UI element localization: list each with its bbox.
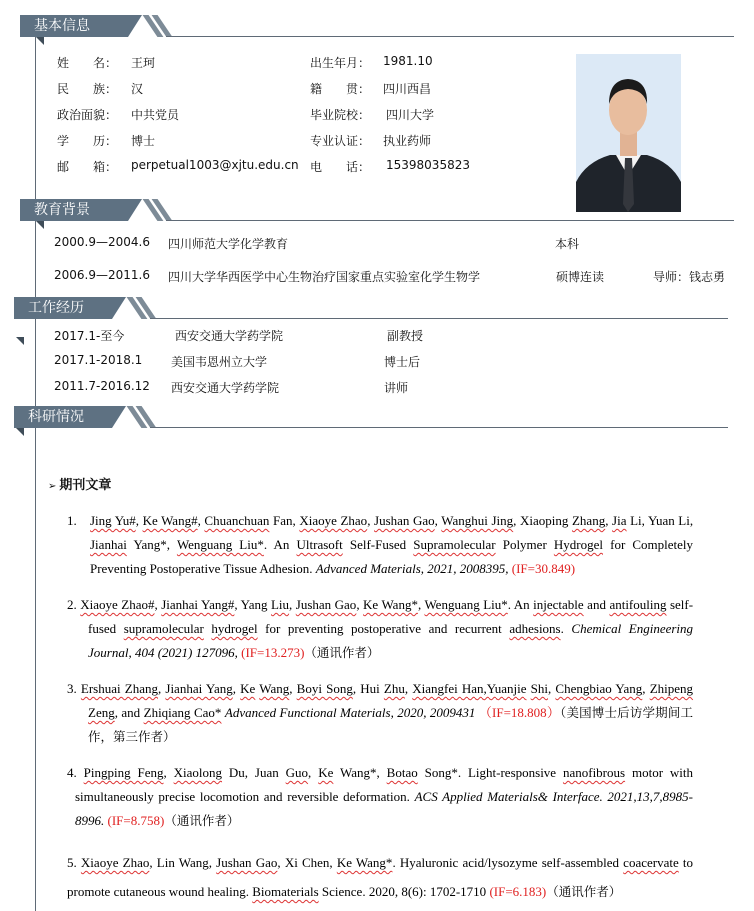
section-header-basic-info	[20, 15, 734, 37]
section-header-education	[20, 199, 734, 221]
section-title: 教育背景	[20, 199, 128, 221]
work-title: 博士后	[384, 355, 421, 369]
publication-item: 2. Xiaoye Zhao#, Jianhai Yang#, Yang Liu, Jushan Gao, Ke Wang*, Wenguang Liu*. An injectable and antifouling self-fused supramolecular hydrogel for preventing postoperative and recurrent adhesions. Chemical Engineering Journal, 404 (2021) 127096, (IF=13.273)（通讯作者）	[67, 597, 694, 660]
label-cert: 专业认证：	[310, 134, 371, 148]
section-header-research	[14, 406, 728, 428]
work-org: 西安交通大学药学院	[175, 329, 284, 343]
value-origin: 四川西昌	[383, 82, 432, 96]
value-email: perpetual1003@xjtu.edu.cn	[131, 158, 299, 172]
section-header-work	[14, 297, 728, 319]
work-period: 2017.1-2018.1	[54, 353, 143, 367]
work-title: 讲师	[384, 381, 409, 395]
publication-item: 3. Ershuai Zhang, Jianhai Yang, Ke Wang, Boyi Song, Hui Zhu, Xiangfei Han,Yuanjie Shi, Chengbiao Yang, Zhipeng Zeng, and Zhiqiang Cao* Advanced Functional Materials, 2020, 2009431 （IF=18.808）（美国博士后访学期间工作，第三作者）	[67, 681, 694, 744]
edu-advisor: 导师：钱志勇	[653, 270, 726, 284]
value-birth: 1981.10	[383, 54, 433, 68]
value-political: 中共党员	[131, 108, 180, 122]
label-political: 政治面貌：	[57, 108, 118, 122]
publication-item: 1. Jing Yu#, Ke Wang#, Chuanchuan Fan, Xiaoye Zhao, Jushan Gao, Wanghui Jing, Xiaoping Zhang, Jia Li, Yuan Li, Jianhai Yang*, Wenguang Liu*. An Ultrasoft Self-Fused Supramolecular Polymer Hydrogel for Completely Preventing Postoperative Tissue Adhesion. Advanced Materials, 2021, 2008395, (IF=30.849)	[67, 513, 694, 576]
left-margin-line	[35, 36, 36, 911]
value-phone: 15398035823	[386, 158, 470, 172]
work-period: 2011.7-2016.12	[54, 379, 150, 393]
edu-period: 2000.9—2004.6	[54, 235, 150, 249]
journal-heading: ➢ 期刊文章	[48, 478, 112, 493]
label-phone: 电 话：	[310, 160, 371, 174]
edu-school: 四川师范大学化学教育	[168, 237, 289, 251]
label-name: 姓 名：	[57, 56, 118, 70]
section-title: 科研情况	[14, 406, 112, 428]
edu-school: 四川大学华西医学中心生物治疗国家重点实验室化学生物学	[168, 270, 481, 284]
label-birth: 出生年月：	[310, 56, 371, 70]
value-school: 四川大学	[386, 108, 435, 122]
edu-degree: 本科	[555, 237, 580, 251]
section-title: 工作经历	[14, 297, 112, 319]
work-period: 2017.1-至今	[54, 329, 125, 343]
work-org: 西安交通大学药学院	[171, 381, 280, 395]
value-degree: 博士	[131, 134, 156, 148]
value-cert: 执业药师	[383, 134, 432, 148]
work-title: 副教授	[387, 329, 424, 343]
section-title: 基本信息	[20, 15, 128, 37]
value-name: 王珂	[131, 56, 156, 70]
publication-item: 5. Xiaoye Zhao, Lin Wang, Jushan Gao, Xi Chen, Ke Wang*. Hyaluronic acid/lysozyme self-assembled coacervate to promote cutaneous wound healing. Biomaterials Science. 2020, 8(6): 1702-1710 (IF=6.183)（通讯作者）	[67, 855, 694, 899]
publication-item: 4. Pingping Feng, Xiaolong Du, Juan Guo, Ke Wang*, Botao Song*. Light-responsive nanofibrous motor with simultaneously precise locomotion and reversible deformation. ACS Applied Materials& Interface. 2021,13,7,8985-8996. (IF=8.758)（通讯作者）	[67, 765, 694, 828]
portrait-image	[576, 54, 681, 212]
label-email: 邮 箱：	[57, 160, 118, 174]
arrow-bullet-icon: ➢	[48, 481, 57, 492]
edu-degree: 硕博连读	[556, 270, 605, 284]
label-ethnic: 民 族：	[57, 82, 118, 96]
label-school: 毕业院校：	[310, 108, 371, 122]
label-origin: 籍 贯：	[310, 82, 371, 96]
edu-period: 2006.9—2011.6	[54, 268, 150, 282]
value-ethnic: 汉	[131, 82, 144, 96]
label-degree: 学 历：	[57, 134, 118, 148]
work-org: 美国韦恩州立大学	[171, 355, 268, 369]
profile-photo	[576, 54, 681, 212]
